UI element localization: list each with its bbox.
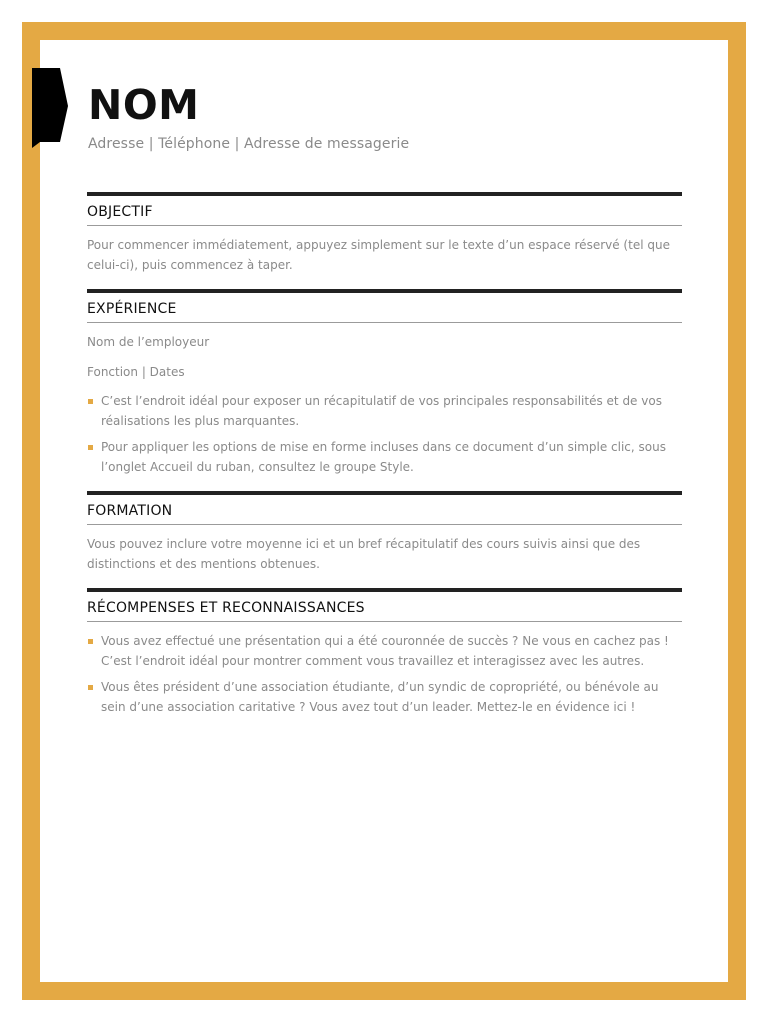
bullet-text: Vous avez effectué une présentation qui a été couronnée de succès ? Ne vous en cachez pas ! C’est l’endroit idéal pour montrer comment vous travaillez et interagissez avec les autres. [101,634,669,668]
recompenses-bullets [87,632,682,717]
formation-text[interactable]: Vous pouvez inclure votre moyenne ici et un bref récapitulatif des cours suivis ainsi que des distinctions et des mentions obtenues. [87,537,641,571]
list-item[interactable] [87,438,682,477]
objectif-text[interactable]: Pour commencer immédiatement, appuyez simplement sur le texte d’un espace réservé (tel que celui-ci), puis commencez à taper. [87,238,670,272]
section-body-objectif [87,226,682,275]
section-objectif [87,192,682,275]
square-bullet-icon [88,445,93,450]
bullet-text: C’est l’endroit idéal pour exposer un récapitulatif de vos principales responsabilités et de vos réalisations les plus marquantes. [101,394,662,428]
section-heading-formation[interactable]: FORMATION [87,491,682,525]
resume-header [88,82,682,152]
section-heading-objectif[interactable]: OBJECTIF [87,192,682,226]
bullet-text: Vous êtes président d’une association étudiante, d’un syndic de copropriété, ou bénévole au sein d’une association caritative ? Vous avez tout d’un leader. Mettez-le en évidence ici ! [101,680,659,714]
list-item[interactable] [87,678,682,717]
list-item[interactable] [87,392,682,431]
name-tab-marker [32,68,68,148]
section-body-recompenses [87,622,682,717]
section-experience [87,289,682,477]
section-recompenses [87,588,682,717]
candidate-name[interactable]: NOM [88,81,200,129]
bullet-text: Pour appliquer les options de mise en forme incluses dans ce document d’un simple clic, sous l’onglet Accueil du ruban, consultez le groupe Style. [101,440,666,474]
section-heading-recompenses[interactable]: RÉCOMPENSES ET RECONNAISSANCES [87,588,682,622]
employer-name[interactable]: Nom de l’employeur [87,335,210,349]
section-body-experience [87,323,682,477]
experience-bullets [87,392,682,477]
square-bullet-icon [88,639,93,644]
role-dates[interactable]: Fonction | Dates [87,364,185,379]
section-body-formation [87,525,682,574]
section-formation [87,491,682,574]
section-heading-experience[interactable]: EXPÉRIENCE [87,289,682,323]
resume-content [87,192,682,731]
square-bullet-icon [88,685,93,690]
list-item[interactable] [87,632,682,671]
contact-line[interactable]: Adresse | Téléphone | Adresse de messagerie [88,136,410,152]
square-bullet-icon [88,399,93,404]
